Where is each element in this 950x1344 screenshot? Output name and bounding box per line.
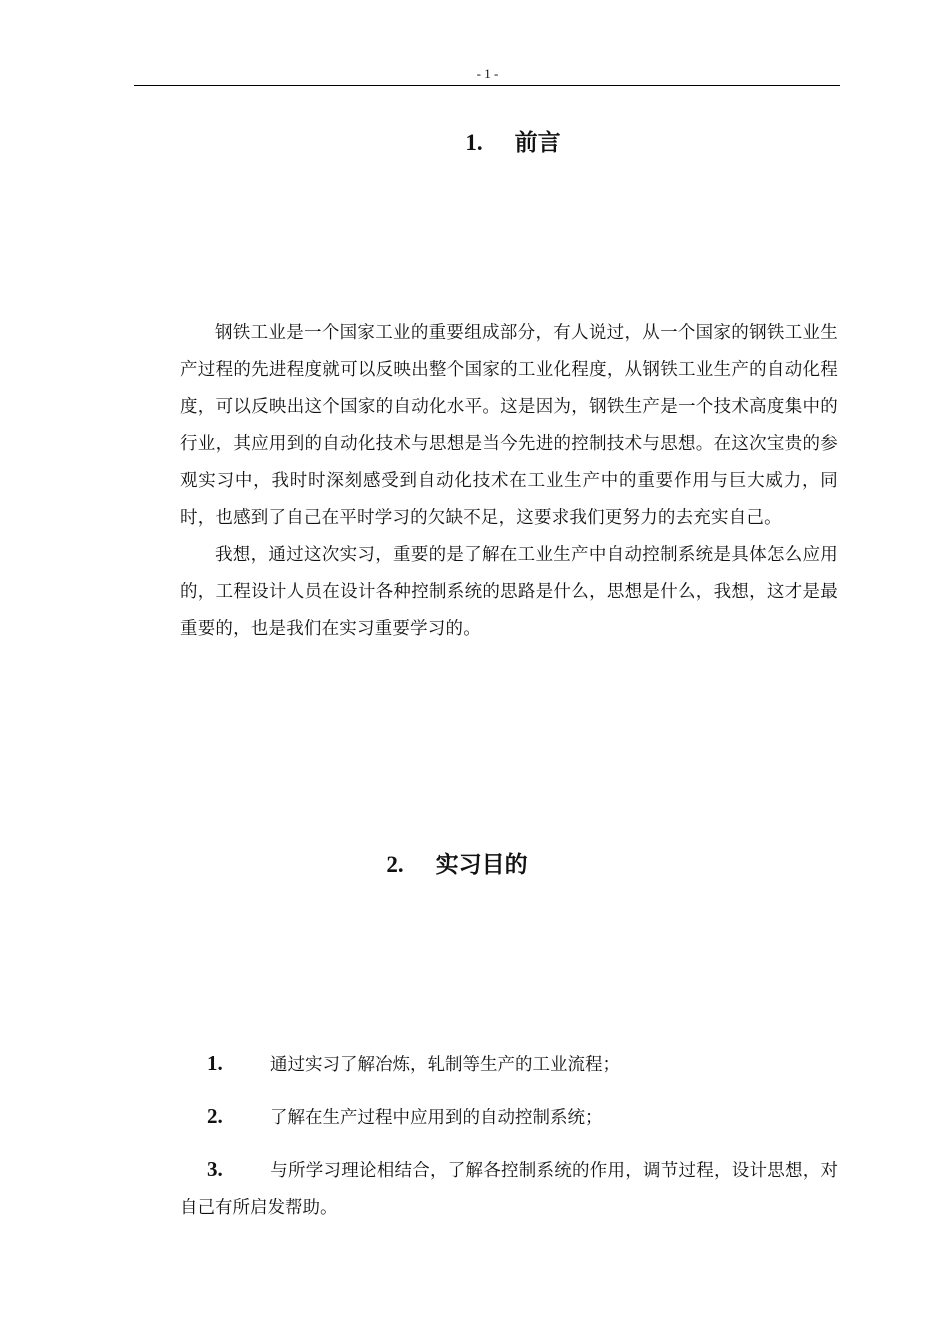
section-title: 实习目的 <box>435 852 528 878</box>
goals-list <box>180 1045 838 1227</box>
list-item <box>180 1045 838 1084</box>
list-item <box>180 1151 838 1227</box>
list-item <box>180 1098 838 1137</box>
paragraph: 我想，通过这次实习，重要的是了解在工业生产中自动控制系统是具体怎么应用的，工程设计人员在设计各种控制系统的思路是什么，思想是什么，我想，这才是最重要的，也是我们在实习重要学习的。 <box>180 545 838 639</box>
paragraph: 钢铁工业是一个国家工业的重要组成部分，有人说过，从一个国家的钢铁工业生产过程的先进程度就可以反映出整个国家的工业化程度，从钢铁工业生产的自动化程度，可以反映出这个国家的自动化水平。这是因为，钢铁生产是一个技术高度集中的行业，其应用到的自动化技术与思想是当今先进的控制技术与思想。在这次宝贵的参观实习中，我时时深刻感受到自动化技术在工业生产中的重要作用与巨大威力，同时，也感到了自己在平时学习的欠缺不足，这要求我们更努力的去充实自己。 <box>180 323 838 528</box>
section-number: 1. <box>465 130 483 155</box>
list-item-number: 3. <box>207 1157 223 1181</box>
header-rule <box>134 85 840 86</box>
page-number: - 1 - <box>476 66 499 81</box>
preface-body <box>180 315 838 648</box>
list-item-number: 2. <box>207 1104 223 1128</box>
list-item-text: 了解在生产过程中应用到的自动控制系统； <box>270 1108 603 1128</box>
list-item-text: 与所学习理论相结合，了解各控制系统的作用，调节过程，设计思想，对自己有所启发帮助。 <box>180 1161 838 1218</box>
list-item-text: 通过实习了解冶炼，轧制等生产的工业流程； <box>270 1055 620 1075</box>
section-title: 前言 <box>514 130 561 156</box>
section-heading-goals <box>0 846 950 879</box>
list-item-number: 1. <box>207 1051 223 1075</box>
section-number: 2. <box>386 852 404 877</box>
section-heading-preface <box>0 124 950 157</box>
